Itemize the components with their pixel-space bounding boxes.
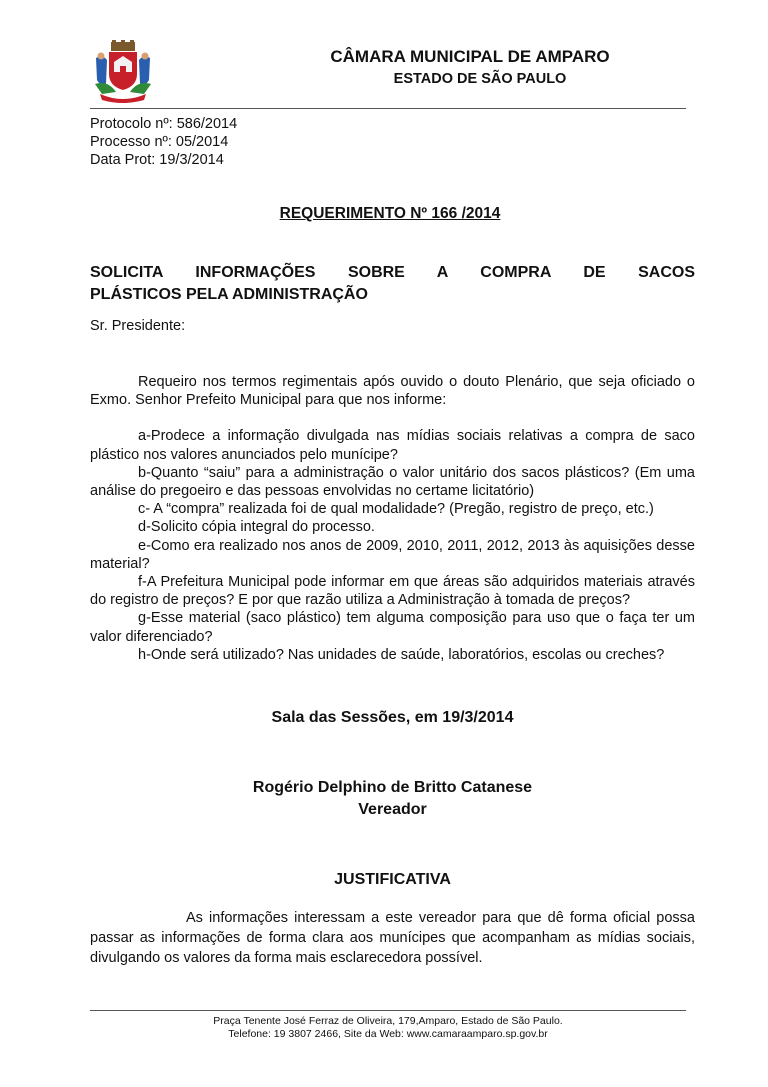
process-number: Processo nº: 05/2014 [90,134,229,150]
chamber-title: CÂMARA MUNICIPAL DE AMPARO [330,47,610,66]
footer-contact: Telefone: 19 3807 2466, Site da Web: www.camaraamparo.sp.gov.br [228,1028,548,1040]
request-body [90,373,695,664]
justification-title: JUSTIFICATIVA [334,871,451,888]
protocol-number: Protocolo nº: 586/2014 [90,116,238,132]
justification-text: As informações interessam a este vereador para que dê forma oficial possa passar as informações de forma clara aos munícipes que acompanham as mídias sociais, divulgando os valores da forma mais esclarecedora possível. [90,910,695,966]
salutation: Sr. Presidente: [90,318,186,334]
list-item: b-Quanto “saiu” para a administração o valor unitário dos sacos plásticos? (Em uma análise do pregoeiro e das pessoas envolvidas no certame licitatório) [90,464,695,500]
subject-line-2: PLÁSTICOS PELA ADMINISTRAÇÃO [90,286,368,303]
municipal-coat-of-arms-icon [92,40,154,104]
protocol-date: Data Prot: 19/3/2014 [90,152,224,168]
list-item: e-Como era realizado nos anos de 2009, 2010, 2011, 2012, 2013 às aquisições desse material? [90,537,695,572]
intro-paragraph: Requeiro nos termos regimentais após ouvido o douto Plenário, que seja oficiado o Exmo. Senhor Prefeito Municipal para que nos informe: [90,374,695,409]
list-item: f-A Prefeitura Municipal pode informar em que áreas são adquiridos materiais através do registro de preços? E por que razão utiliza a Administração à tomada de preços? [90,574,695,609]
state-subtitle: ESTADO DE SÃO PAULO [393,71,567,87]
footer-divider [90,1010,686,1011]
subject-line-1: SOLICITA INFORMAÇÕES SOBRE A COMPRA DE SACOS [90,264,695,281]
signatory-role: Vereador [358,801,427,818]
list-item: c- A “compra” realizada foi de qual modalidade? (Pregão, registro de preço, etc.) [138,501,654,518]
header-divider [90,108,686,109]
list-item: g-Esse material (saco plástico) tem alguma composição para uso que o faça ter um valor diferenciado? [90,610,695,645]
requerimento-title: REQUERIMENTO Nº 166 /2014 [279,205,501,222]
signature-block [90,777,695,821]
signatory-name: Rogério Delphino de Britto Catanese [252,779,533,796]
session-date: Sala das Sessões, em 19/3/2014 [271,709,514,726]
footer [90,1015,686,1041]
protocol-info [90,115,237,169]
footer-address: Praça Tenente José Ferraz de Oliveira, 179,Amparo, Estado de São Paulo. [213,1015,563,1027]
list-item: h-Onde será utilizado? Nas unidades de saúde, laboratórios, escolas ou creches? [138,646,665,663]
list-item: a-Prodece a informação divulgada nas mídias sociais relativas a compra de saco plástico nos valores anunciados pelo munícipe? [90,428,695,463]
list-item: d-Solicito cópia integral do processo. [138,519,375,536]
subject-heading [90,262,695,306]
